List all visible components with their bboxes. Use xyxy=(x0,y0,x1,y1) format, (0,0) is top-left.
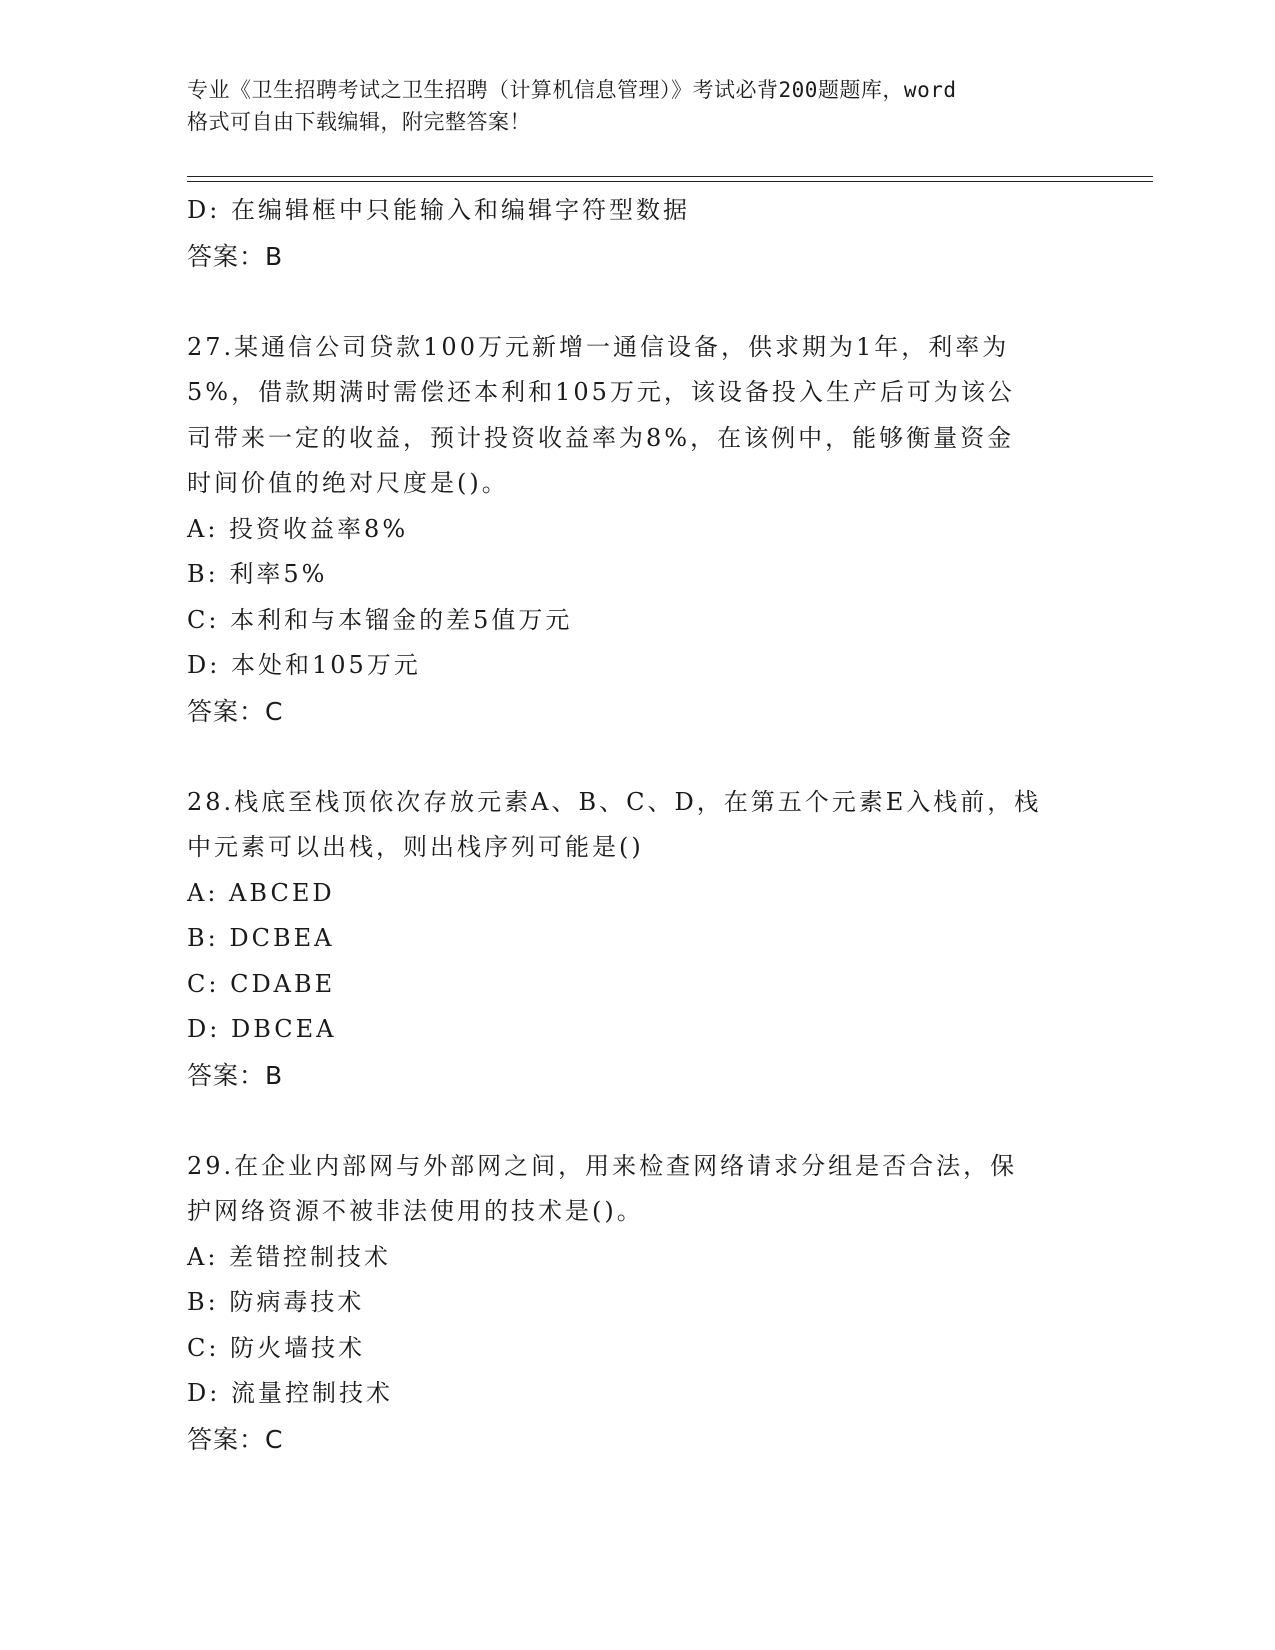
q27-option-b: B: 利率5% xyxy=(187,560,328,588)
q27-stem-line: 27.某通信公司贷款100万元新增一通信设备，供求期为1年，利率为 xyxy=(187,332,1010,361)
q29-option-c: C: 防火墙技术 xyxy=(187,1333,366,1362)
header-rule-top xyxy=(187,176,1153,177)
q28-stem-line: 中元素可以出栈，则出栈序列可能是() xyxy=(187,833,644,861)
q28-option-b: B: DCBEA xyxy=(187,924,335,952)
page-header xyxy=(187,74,1087,138)
q28-option-d: D: DBCEA xyxy=(187,1015,337,1043)
spacer xyxy=(187,1098,1087,1144)
q27-stem-line: 5%，借款期满时需偿还本利和105万元，该设备投入生产后可为该公 xyxy=(187,378,1015,406)
q29-option-d: D: 流量控制技术 xyxy=(187,1379,393,1407)
q28-stem-line: 28.栈底至栈顶依次存放元素A、B、C、D，在第五个元素E入栈前，栈 xyxy=(187,787,1042,816)
q29-stem-line: 护网络资源不被非法使用的技术是()。 xyxy=(187,1197,644,1225)
q27-stem-line: 司带来一定的收益，预计投资收益率为8%，在该例中，能够衡量资金 xyxy=(187,423,1015,452)
q29-option-b: B: 防病毒技术 xyxy=(187,1288,365,1316)
q29-stem-line: 29.在企业内部网与外部网之间，用来检查网络请求分组是否合法，保 xyxy=(187,1151,1018,1180)
question-27 xyxy=(187,325,1087,735)
q29-answer: 答案：C xyxy=(187,1424,284,1454)
q29-option-a: A: 差错控制技术 xyxy=(187,1242,392,1271)
spacer xyxy=(187,279,1087,325)
spacer xyxy=(187,734,1087,780)
q28-option-a: A: ABCED xyxy=(187,878,335,907)
question-29 xyxy=(187,1144,1087,1463)
q27-option-d: D: 本处和105万元 xyxy=(187,651,421,679)
header-rule-bottom xyxy=(187,181,1153,182)
header-line-2: 格式可自由下载编辑，附完整答案！ xyxy=(187,110,531,134)
q28-answer: 答案：B xyxy=(187,1060,284,1090)
question-28 xyxy=(187,780,1087,1099)
q26-option-d: D: 在编辑框中只能输入和编辑字符型数据 xyxy=(187,196,690,224)
header-line-1: 专业《卫生招聘考试之卫生招聘（计算机信息管理）》考试必背200题题库，word xyxy=(187,78,957,102)
q27-option-a: A: 投资收益率8% xyxy=(187,514,409,543)
question-list xyxy=(187,188,1087,1462)
q27-option-c: C: 本利和与本镏金的差5值万元 xyxy=(187,605,573,634)
q27-stem-line: 时间价值的绝对尺度是()。 xyxy=(187,469,509,497)
q28-option-c: C: CDABE xyxy=(187,969,336,998)
q27-answer: 答案：C xyxy=(187,696,284,726)
q26-answer: 答案：B xyxy=(187,241,284,271)
